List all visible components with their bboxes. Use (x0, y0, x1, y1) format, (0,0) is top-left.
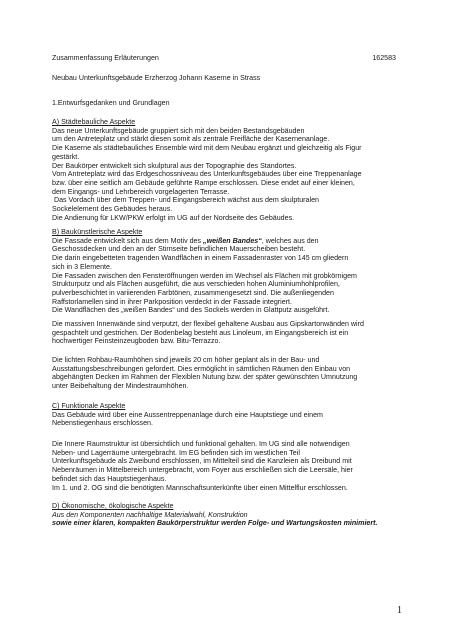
text-line: hochwertiger Feinsteinzeugboden bzw. Bitu-Terrazzo. (52, 337, 221, 346)
text-line: befindet sich das Hauptstiegenhaus. (52, 474, 167, 483)
text-line: abgehängten Decken im Rahmen der Flexiblen Nutung bzw. der später gewünschten Umnutzung (52, 373, 358, 382)
text-line: dem Eingangs- und Lehrbereich vorgelagerten Terrasse. (52, 187, 230, 196)
section-b (52, 228, 402, 315)
text-line: Unterkunftsgebäude als Zweibund erschlossen, im Mittelteil sind die Kanzleien als Dreibund mit (52, 457, 352, 466)
text-line: sowie einer klaren, kompakten Baukörperstruktur werden Folge- und Wartungskosten minimiert. (52, 519, 378, 528)
text-span: Die Fassade entwickelt sich aus dem Motiv des (52, 236, 204, 245)
section-c-heading: C) Funktionale Aspekte (52, 402, 126, 410)
text-line (52, 237, 402, 246)
text-line: Raffstorlamellen sind in ihrer Parkposition verdeckt in der Fassade integriert. (52, 297, 292, 306)
text-line: Das neue Unterkunftsgebäude gruppiert sich mit den beiden Bestandsgebäuden (52, 126, 305, 135)
text-line: Das Vordach über dem Treppen- und Eingangsbereich wächst aus dem skulpturalen (52, 196, 319, 205)
text-line: Nebenstiegenhaus erschlossen. (52, 419, 153, 428)
text-line: um den Antreteplatz und stärkt diesen somit als zentrale Freifläche der Kasernenanlage. (52, 135, 330, 144)
text-span: , welches aus den (261, 236, 319, 245)
section-c (52, 402, 402, 428)
paragraph (52, 356, 402, 391)
text-line: Geschossdecken und den an der Stirnseite befindlichen Mauerscheiben besteht. (52, 245, 306, 254)
text-line: Nebenräumen in Mittelbereich untergebracht, vom Foyer aus erschließen sich die Leersäle, hier (52, 466, 353, 475)
text-line: Die darin eingebetteten tragenden Wandflächen in einem Fassadenraster von 145 cm gliedern (52, 254, 349, 263)
text-line: Ausstattungsbeschreibungen gefordert. Dies ermöglicht in sämtlichen Räumen den Einbau von (52, 364, 351, 373)
document-number: 162583 (372, 54, 396, 62)
text-line: Das Gebäude wird über eine Aussentreppenanlage durch eine Hauptstiege und einem (52, 410, 323, 419)
text-line: sich in 3 Elemente. (52, 262, 112, 271)
text-line: unter Beibehaltung der Mindestraumhöhen. (52, 382, 189, 391)
document-title: Zusammenfassung Erläuterungen (52, 54, 159, 62)
document-header (52, 54, 396, 63)
emphasis-text: „weißen Bandes“ (203, 236, 262, 245)
text-line: gespachtelt und gestrichen. Der Bodenbelag besteht aus Linoleum, im Eingangsbereich ist ein (52, 328, 349, 337)
text-line: Die Kaserne als städtebauliches Ensemble wird mit dem Neubau ergänzt und gleichzeitig als Figur (52, 144, 362, 153)
text-line: Die Innere Raumstruktur ist übersichtlich und funktional gehalten. Im UG sind alle notwendigen (52, 440, 350, 448)
text-line: Neben- und Lagerräume untergebracht. Im EG befinden sich im westlichen Teil (52, 448, 300, 457)
text-line: bzw. über eine seitlich am Gebäude geführte Rampe erschlossen. Diese endet auf einer kleinen, (52, 178, 355, 187)
section-a (52, 118, 402, 222)
text-line: Die Wandflächen des „weißen Bandes“ und des Sockels werden in Glattputz ausgeführt. (52, 306, 330, 315)
text-line: Die Andienung für LKW/PKW erfolgt im UG auf der Nordseite des Gebäudes. (52, 213, 295, 222)
section-heading: 1.Entwurfsgedanken und Grundlagen (52, 99, 170, 107)
page-number: 1 (397, 605, 402, 616)
text-line: Im 1. und 2. OG sind die benötigten Mannschaftsunterkünfte über einen Mittelflur erschlossen. (52, 483, 348, 492)
paragraph (52, 320, 402, 346)
text-line: Die lichten Rohbau-Raumhöhen sind jeweils 20 cm höher geplant als in der Bau- und (52, 356, 320, 364)
section-d (52, 502, 402, 528)
text-line: Strukturputz und als Flächen ausgeführt, die aus verschieden hohen Aluminiumhohlprofilen, (52, 280, 340, 289)
text-line: Sockelelement des Gebäudes heraus. (52, 205, 173, 214)
project-line: Neubau Unterkunftsgebäude Erzherzog Johann Kaserne in Strass (52, 74, 261, 82)
text-line: Der Baukörper entwickelt sich skulptural aus der Topographie des Standortes. (52, 161, 297, 170)
text-line: Die Fassaden zwischen den Fensteröffnungen werden im Wechsel als Flächen mit grobkörnigem (52, 271, 357, 280)
text-line: gestärkt. (52, 152, 80, 161)
section-b-heading: B) Baukünstlerische Aspekte (52, 228, 143, 236)
section-d-heading: D) Ökonomische, ökologische Aspekte (52, 502, 174, 510)
text-line: Die massiven Innenwände sind verputzt, der flexibel gehaltene Ausbau aus Gipskartonwänden wird (52, 320, 364, 328)
text-line: Vom Antreteplatz wird das Erdgeschossniveau des Unterkunftsgebäudes über eine Treppenanlage (52, 170, 362, 179)
section-a-heading: A) Städtebauliche Aspekte (52, 118, 136, 126)
paragraph (52, 440, 402, 492)
text-line: Aus den Komponenten nachhaltige Materialwahl, Konstruktion (52, 510, 248, 519)
text-line: pulverbeschichtet in variierenden Farbtönen, zusammengesetzt sind. Die außenliegenden (52, 288, 334, 297)
